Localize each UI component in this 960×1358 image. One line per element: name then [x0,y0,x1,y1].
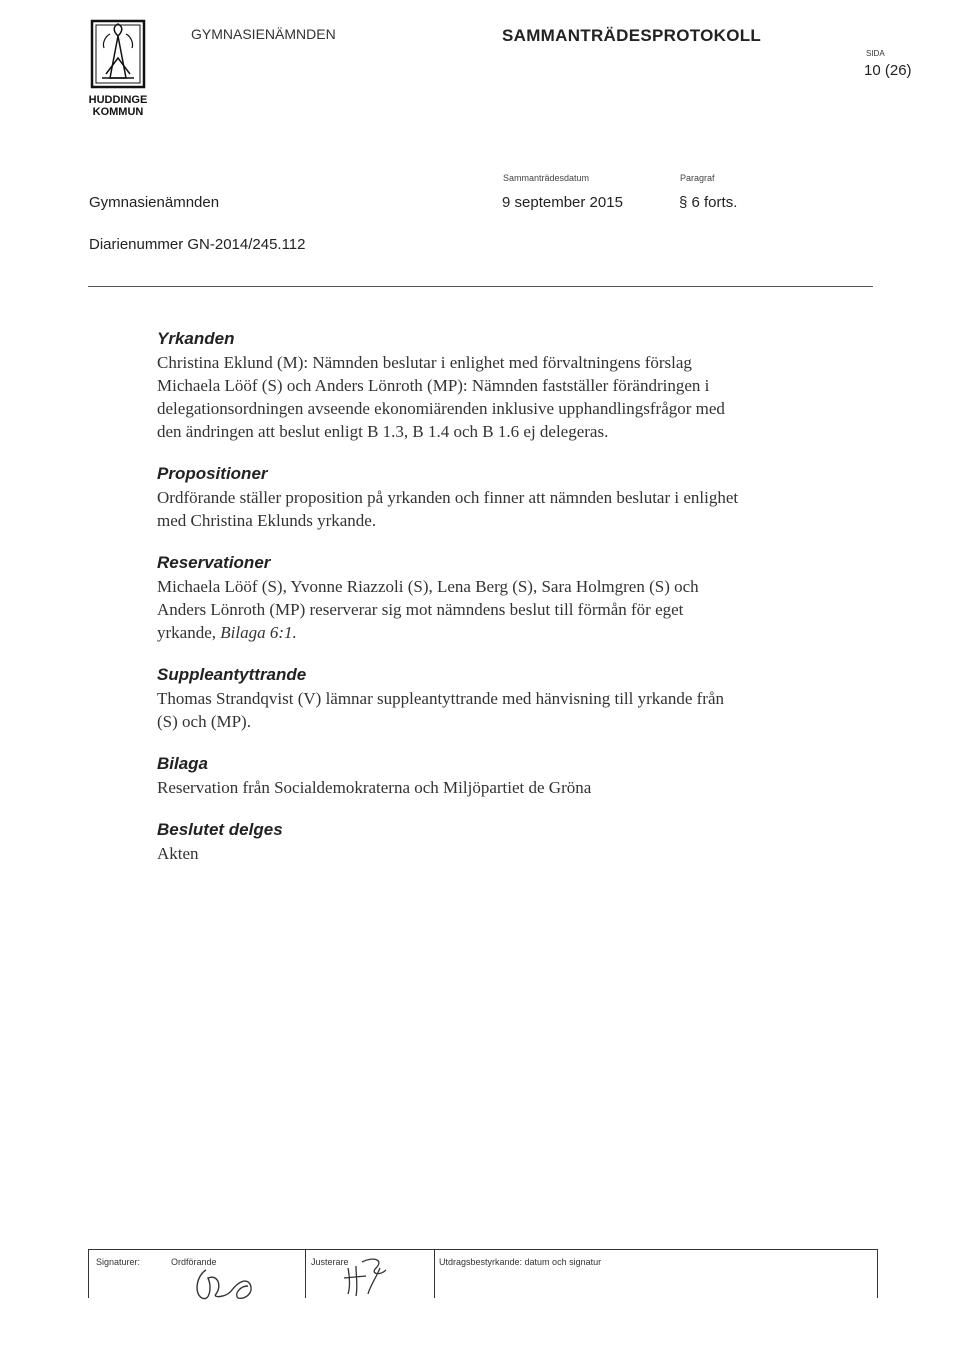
text-line: Michaela Lööf (S), Yvonne Riazzoli (S), Lena Berg (S), Sara Holmgren (S) och [157,577,699,596]
section-reservationer [157,553,837,644]
text-line: (S) och (MP). [157,712,251,731]
coat-of-arms-icon [88,18,148,90]
text-line: Ordförande ställer proposition på yrkanden och finner att nämnden beslutar i enlighet [157,488,739,507]
text-line: Michaela Lööf (S) och Anders Lönroth (MP): Nämnden fastställer förändringen i [157,376,710,395]
section-heading: Yrkanden [157,329,235,348]
chair-label: Ordförande [171,1257,217,1267]
text-line: den ändringen att beslut enligt B 1.3, B 1.4 och B 1.6 ej delegeras. [157,422,609,441]
signature-box-right-border [877,1250,878,1298]
page-label: SIDA [866,49,885,58]
logo-caption [82,94,154,118]
section-yrkanden [157,329,837,443]
section-heading: Beslutet delges [157,820,283,839]
reference-number: Diarienummer GN-2014/245.112 [89,236,306,253]
text-line: Thomas Strandqvist (V) lämnar suppleantyttrande med hänvisning till yrkande från [157,689,725,708]
text-line: Reservation från Socialdemokraterna och Miljöpartiet de Gröna [157,778,592,797]
section-heading: Propositioner [157,464,268,483]
text-line: Anders Lönroth (MP) reserverar sig mot nämndens beslut till förmån för eget [157,600,684,619]
municipality-logo [88,18,148,90]
section-propositioner [157,464,837,532]
section-heading: Suppleantyttrande [157,665,307,684]
attachment-reference: Bilaga 6:1. [220,623,297,642]
page-number: 10 (26) [864,62,912,79]
section-heading: Bilaga [157,754,209,773]
section-beslutet-delges [157,820,837,865]
signature-divider [434,1250,435,1298]
document-type: SAMMANTRÄDESPROTOKOLL [502,26,762,45]
paragraph-value: § 6 forts. [679,194,738,211]
logo-text-line2: KOMMUN [92,106,144,118]
header-divider [88,286,873,287]
text-line-with-attachment [157,621,837,644]
body-name: Gymnasienämnden [89,194,220,211]
signature-divider [305,1250,306,1298]
adjuster-signature-icon [340,1254,400,1298]
meeting-date: 9 september 2015 [502,194,623,211]
section-suppleantyttrande [157,665,837,733]
chair-signature-icon [188,1264,268,1304]
signature-box [88,1249,878,1300]
section-bilaga [157,754,837,799]
date-label: Sammanträdesdatum [503,173,590,183]
text-line: delegationsordningen avseende ekonomiärenden inklusive upphandlingsfrågor med [157,399,725,418]
signatures-label: Signaturer: [96,1257,141,1267]
signature-box-left-border [88,1250,89,1298]
protocol-body [157,329,837,886]
extract-label: Utdragsbestyrkande: datum och signatur [439,1257,602,1267]
logo-text-line1: HUDDINGE [88,94,148,106]
text-line: Christina Eklund (M): Nämnden beslutar i enlighet med förvaltningens förslag [157,353,692,372]
organization-name: GYMNASIENÄMNDEN [191,26,336,42]
paragraph-label: Paragraf [680,173,715,183]
adjuster-label: Justerare [311,1257,349,1267]
section-heading: Reservationer [157,553,271,572]
text-line: med Christina Eklunds yrkande. [157,511,377,530]
text-line: Akten [157,844,199,863]
text-line-prefix: yrkande, [157,623,221,642]
